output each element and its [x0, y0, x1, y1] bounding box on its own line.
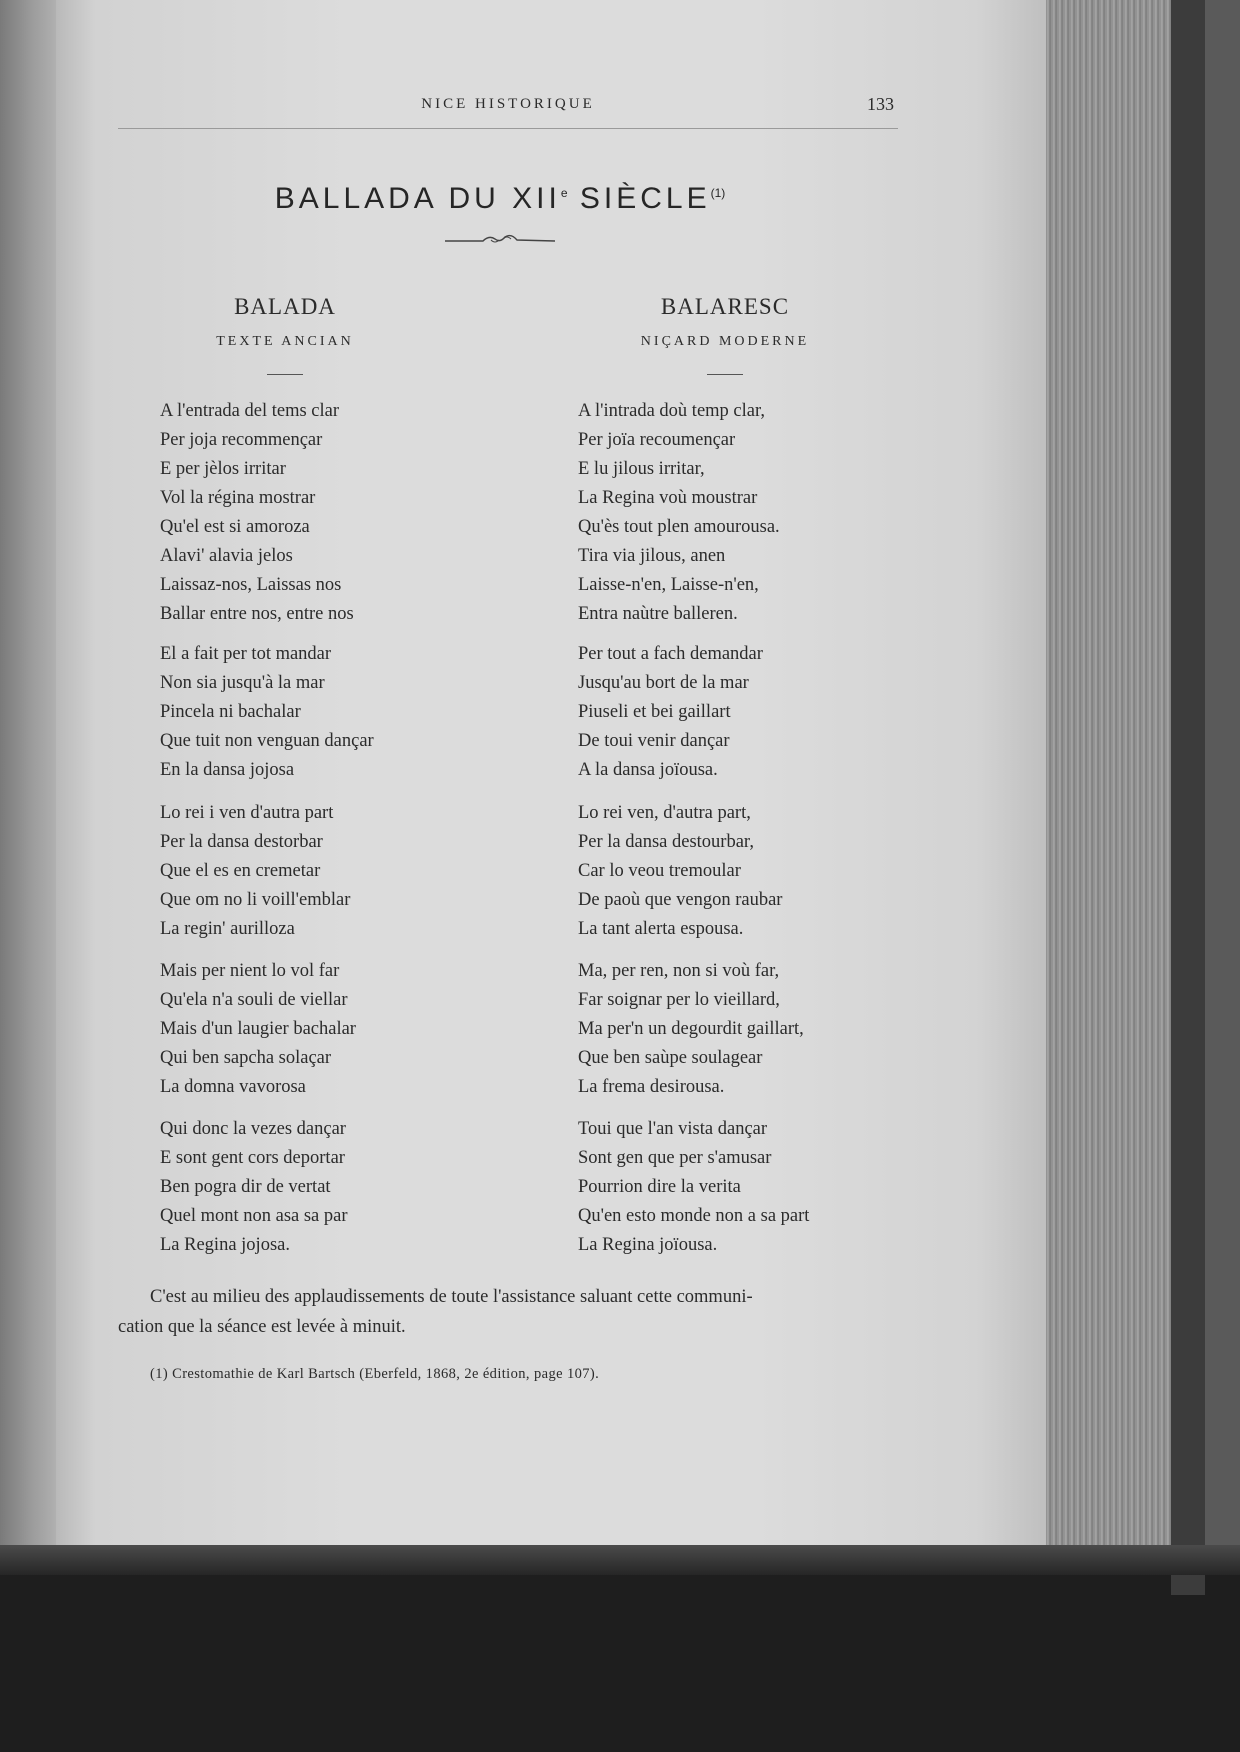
binding-edge — [0, 0, 56, 1545]
page-number: 133 — [867, 94, 894, 114]
verse-line: Que ben saùpe soulagear — [578, 1048, 763, 1068]
right-heading-rule — [707, 374, 743, 375]
verse-line: Car lo veou tremoular — [578, 861, 741, 881]
verse-line: E lu jilous irritar, — [578, 459, 705, 479]
right-stanza-1 — [578, 397, 780, 629]
verse-line: La tant alerta espousa. — [578, 919, 744, 939]
right-subheading: NIÇARD MODERNE — [640, 334, 810, 349]
right-column-heading — [560, 294, 890, 375]
verse-line: De paoù que vengon raubar — [578, 890, 783, 910]
verse-line: Per la dansa destourbar, — [578, 832, 754, 852]
verse-line: Pourrion dire la verita — [578, 1177, 741, 1197]
verse-line: Que el es en cremetar — [160, 861, 321, 881]
verse-line: Laisse-n'en, Laisse-n'en, — [578, 575, 759, 595]
verse-line: Far soignar per lo vieillard, — [578, 990, 780, 1010]
verse-line: La frema desirousa. — [578, 1077, 725, 1097]
verse-line: La regin' aurilloza — [160, 919, 295, 939]
left-stanza-3 — [160, 799, 350, 944]
right-stanza-5 — [578, 1115, 809, 1260]
verse-line: El a fait per tot mandar — [160, 644, 332, 664]
right-heading: BALARESC — [660, 294, 790, 319]
verse-line: Mais d'un laugier bachalar — [160, 1019, 356, 1039]
verse-line: De toui venir dançar — [578, 731, 730, 751]
verse-line: En la dansa jojosa — [160, 760, 295, 780]
right-stanza-3 — [578, 799, 782, 944]
verse-line: A l'entrada del tems clar — [160, 401, 340, 421]
bottom-shadow — [0, 1545, 1240, 1575]
left-stanza-4 — [160, 957, 356, 1102]
left-heading: BALADA — [234, 294, 336, 319]
verse-line: Piuseli et bei gaillart — [578, 702, 731, 722]
verse-line: La Regina jojosa. — [160, 1235, 290, 1255]
verse-line: Tira via jilous, anen — [578, 546, 726, 566]
verse-line: Per joïa recoumençar — [578, 430, 736, 450]
verse-line: La Regina joïousa. — [578, 1235, 718, 1255]
verse-line: Ballar entre nos, entre nos — [160, 604, 354, 624]
left-subheading: TEXTE ANCIAN — [216, 334, 354, 349]
verse-line: Qu'ès tout plen amourousa. — [578, 517, 780, 537]
left-heading-rule — [267, 374, 303, 375]
verse-line: Qu'ela n'a souli de viellar — [160, 990, 348, 1010]
left-stanza-2 — [160, 640, 374, 785]
ornament-divider — [445, 232, 555, 246]
verse-line: Pincela ni bachalar — [160, 702, 301, 722]
verse-line: Que tuit non venguan dançar — [160, 731, 374, 751]
verse-line: Sont gen que per s'amusar — [578, 1148, 772, 1168]
verse-line: Qu'el est si amoroza — [160, 517, 310, 537]
verse-line: A la dansa joïousa. — [578, 760, 718, 780]
verse-line: Per tout a fach demandar — [578, 644, 763, 664]
verse-line: Ma per'n un degourdit gaillart, — [578, 1019, 804, 1039]
verse-line: La domna vavorosa — [160, 1077, 306, 1097]
title-footnote-ref: (1) — [710, 186, 726, 200]
footnote: (1) Crestomathie de Karl Bartsch (Eberfeld, 1868, 2e édition, page 107). — [150, 1366, 600, 1382]
left-stanza-5 — [160, 1115, 348, 1260]
verse-line: Toui que l'an vista dançar — [578, 1119, 768, 1139]
page-edges — [1046, 0, 1171, 1570]
book-cover-edge — [1171, 0, 1205, 1595]
verse-line: Non sia jusqu'à la mar — [160, 673, 325, 693]
running-head: NICE HISTORIQUE — [421, 96, 595, 112]
closing-paragraph — [118, 1282, 898, 1342]
verse-line: Lo rei i ven d'autra part — [160, 803, 334, 823]
header-rule — [118, 128, 898, 129]
title-superscript: e — [560, 186, 568, 200]
left-stanza-1 — [160, 397, 354, 629]
right-stanza-2 — [578, 640, 763, 785]
verse-line: Laissaz-nos, Laissas nos — [160, 575, 342, 595]
page-header — [118, 88, 898, 128]
title-text: BALLADA DU XII — [274, 182, 561, 215]
verse-line: Qui donc la vezes dançar — [160, 1119, 346, 1139]
verse-line: Qui ben sapcha solaçar — [160, 1048, 332, 1068]
page-title — [180, 182, 820, 216]
verse-line: Que om no li voill'emblar — [160, 890, 351, 910]
closing-line-2: cation que la séance est levée à minuit. — [118, 1317, 406, 1337]
verse-line: Alavi' alavia jelos — [160, 546, 293, 566]
verse-line: Per la dansa destorbar — [160, 832, 323, 852]
verse-line: Qu'en esto monde non a sa part — [578, 1206, 810, 1226]
verse-line: E per jèlos irritar — [160, 459, 286, 479]
verse-line: Mais per nient lo vol far — [160, 961, 340, 981]
title-rest: SIÈCLE — [567, 182, 711, 215]
verse-line: Entra naùtre balleren. — [578, 604, 738, 624]
verse-line: Ma, per ren, non si voù far, — [578, 961, 780, 981]
verse-line: Vol la régina mostrar — [160, 488, 316, 508]
verse-line: La Regina voù moustrar — [578, 488, 758, 508]
closing-line-1: C'est au milieu des applaudissements de toute l'assistance saluant cette communi- — [150, 1287, 753, 1307]
verse-line: Ben pogra dir de vertat — [160, 1177, 331, 1197]
verse-line: Quel mont non asa sa par — [160, 1206, 348, 1226]
verse-line: Per joja recommençar — [160, 430, 323, 450]
right-stanza-4 — [578, 957, 804, 1102]
left-column-heading — [120, 294, 450, 375]
verse-line: Jusqu'au bort de la mar — [578, 673, 749, 693]
verse-line: E sont gent cors deportar — [160, 1148, 345, 1168]
verse-line: Lo rei ven, d'autra part, — [578, 803, 751, 823]
verse-line: A l'intrada doù temp clar, — [578, 401, 766, 421]
